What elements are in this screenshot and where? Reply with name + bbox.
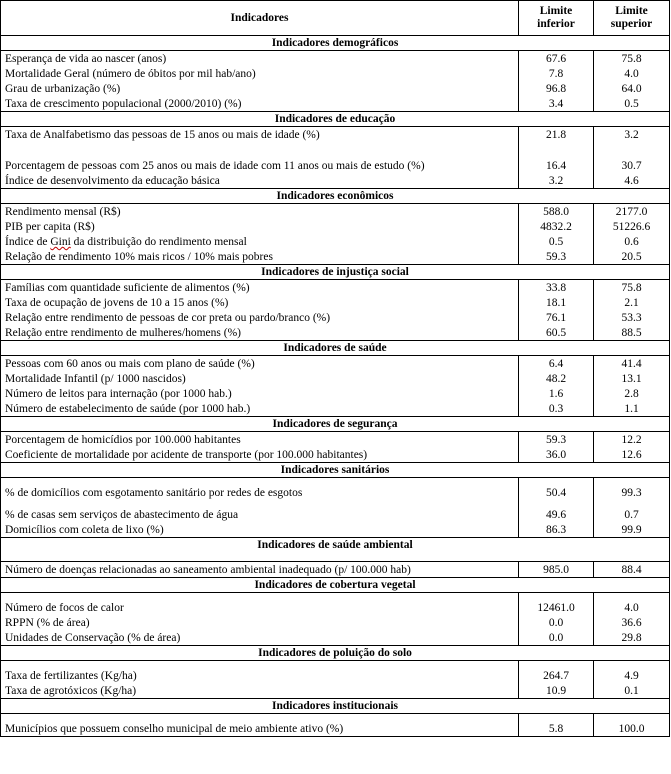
row-upper: 99.9 bbox=[594, 522, 670, 538]
table-row bbox=[1, 432, 670, 448]
table-row bbox=[1, 204, 670, 220]
row-lower: 49.6 bbox=[519, 500, 594, 522]
row-label: Mortalidade Infantil (p/ 1000 nascidos) bbox=[1, 371, 519, 386]
row-lower: 4832.2 bbox=[519, 219, 594, 234]
row-upper: 53.3 bbox=[594, 310, 670, 325]
section-header bbox=[1, 189, 670, 204]
section-header bbox=[1, 463, 670, 478]
row-label: Esperança de vida ao nascer (anos) bbox=[1, 51, 519, 67]
row-label-post: da distribuição do rendimento mensal bbox=[70, 236, 247, 248]
row-label: Domicílios com coleta de lixo (%) bbox=[1, 522, 519, 538]
row-label: Famílias com quantidade suficiente de alimentos (%) bbox=[1, 280, 519, 296]
table-header-row bbox=[1, 1, 670, 36]
row-lower: 76.1 bbox=[519, 310, 594, 325]
row-lower: 21.8 bbox=[519, 127, 594, 152]
section-title: Indicadores de cobertura vegetal bbox=[1, 578, 670, 593]
row-lower: 264.7 bbox=[519, 661, 594, 684]
row-label: % de domicílios com esgotamento sanitário por redes de esgotos bbox=[1, 478, 519, 501]
section-header bbox=[1, 417, 670, 432]
table-row bbox=[1, 615, 670, 630]
row-lower: 50.4 bbox=[519, 478, 594, 501]
table-row bbox=[1, 151, 670, 173]
section-header bbox=[1, 646, 670, 661]
row-upper: 4.6 bbox=[594, 173, 670, 189]
table-row bbox=[1, 683, 670, 699]
row-lower: 1.6 bbox=[519, 386, 594, 401]
row-lower: 10.9 bbox=[519, 683, 594, 699]
row-label: Relação de rendimento 10% mais ricos / 10% mais pobres bbox=[1, 249, 519, 265]
row-upper: 0.5 bbox=[594, 96, 670, 112]
row-upper: 12.2 bbox=[594, 432, 670, 448]
row-label: RPPN (% de área) bbox=[1, 615, 519, 630]
row-lower: 0.0 bbox=[519, 615, 594, 630]
table-row bbox=[1, 562, 670, 578]
row-lower: 7.8 bbox=[519, 66, 594, 81]
row-upper: 13.1 bbox=[594, 371, 670, 386]
section-header bbox=[1, 36, 670, 51]
table-row bbox=[1, 522, 670, 538]
table-row bbox=[1, 51, 670, 67]
row-lower: 16.4 bbox=[519, 151, 594, 173]
section-title: Indicadores de saúde ambiental bbox=[1, 538, 670, 562]
row-upper: 0.1 bbox=[594, 683, 670, 699]
row-upper: 2.1 bbox=[594, 295, 670, 310]
table-row bbox=[1, 295, 670, 310]
section-header bbox=[1, 341, 670, 356]
row-lower: 60.5 bbox=[519, 325, 594, 341]
row-label-pre: Índice de bbox=[5, 236, 51, 248]
row-lower: 18.1 bbox=[519, 295, 594, 310]
section-title: Indicadores de saúde bbox=[1, 341, 670, 356]
row-lower: 588.0 bbox=[519, 204, 594, 220]
table-row bbox=[1, 81, 670, 96]
row-label: Porcentagem de homicídios por 100.000 habitantes bbox=[1, 432, 519, 448]
row-label: PIB per capita (R$) bbox=[1, 219, 519, 234]
row-lower: 0.3 bbox=[519, 401, 594, 417]
row-lower: 59.3 bbox=[519, 249, 594, 265]
row-label: Relação entre rendimento de mulheres/homens (%) bbox=[1, 325, 519, 341]
row-label: Grau de urbanização (%) bbox=[1, 81, 519, 96]
section-title: Indicadores sanitários bbox=[1, 463, 670, 478]
row-upper: 4.0 bbox=[594, 66, 670, 81]
row-lower: 67.6 bbox=[519, 51, 594, 67]
table-row bbox=[1, 310, 670, 325]
table-row bbox=[1, 386, 670, 401]
row-upper: 20.5 bbox=[594, 249, 670, 265]
table-row bbox=[1, 249, 670, 265]
table-row bbox=[1, 500, 670, 522]
row-upper: 75.8 bbox=[594, 51, 670, 67]
table-row bbox=[1, 661, 670, 684]
row-label: Porcentagem de pessoas com 25 anos ou mais de idade com 11 anos ou mais de estudo (%) bbox=[1, 151, 519, 173]
row-label-gini: Gini bbox=[50, 236, 71, 248]
row-label: Rendimento mensal (R$) bbox=[1, 204, 519, 220]
row-label: Índice de desenvolvimento da educação básica bbox=[1, 173, 519, 189]
row-label: Taxa de ocupação de jovens de 10 a 15 anos (%) bbox=[1, 295, 519, 310]
row-upper: 75.8 bbox=[594, 280, 670, 296]
table-row bbox=[1, 630, 670, 646]
section-title: Indicadores institucionais bbox=[1, 699, 670, 714]
row-lower: 3.2 bbox=[519, 173, 594, 189]
row-label: Pessoas com 60 anos ou mais com plano de saúde (%) bbox=[1, 356, 519, 372]
section-header bbox=[1, 699, 670, 714]
row-label bbox=[1, 234, 519, 249]
row-upper: 88.4 bbox=[594, 562, 670, 578]
row-label: Relação entre rendimento de pessoas de cor preta ou pardo/branco (%) bbox=[1, 310, 519, 325]
table-row bbox=[1, 234, 670, 249]
header-upper-limit: Limite superior bbox=[594, 1, 670, 36]
table-row bbox=[1, 401, 670, 417]
table-row bbox=[1, 325, 670, 341]
row-lower: 12461.0 bbox=[519, 593, 594, 616]
header-lower-limit: Limite inferior bbox=[519, 1, 594, 36]
row-label: Número de doenças relacionadas ao saneamento ambiental inadequado (p/ 100.000 hab) bbox=[1, 562, 519, 578]
section-header bbox=[1, 112, 670, 127]
table-row bbox=[1, 66, 670, 81]
row-upper: 2177.0 bbox=[594, 204, 670, 220]
row-label: Taxa de crescimento populacional (2000/2010) (%) bbox=[1, 96, 519, 112]
row-upper: 1.1 bbox=[594, 401, 670, 417]
row-label: Taxa de Analfabetismo das pessoas de 15 anos ou mais de idade (%) bbox=[1, 127, 519, 152]
row-upper: 88.5 bbox=[594, 325, 670, 341]
table-row bbox=[1, 371, 670, 386]
row-upper: 3.2 bbox=[594, 127, 670, 152]
section-title: Indicadores de segurança bbox=[1, 417, 670, 432]
table-row bbox=[1, 280, 670, 296]
row-label: Número de leitos para internação (por 1000 hab.) bbox=[1, 386, 519, 401]
section-header bbox=[1, 578, 670, 593]
row-upper: 2.8 bbox=[594, 386, 670, 401]
row-label: Unidades de Conservação (% de área) bbox=[1, 630, 519, 646]
row-upper: 0.7 bbox=[594, 500, 670, 522]
row-label: Número de focos de calor bbox=[1, 593, 519, 616]
row-upper: 41.4 bbox=[594, 356, 670, 372]
row-label: Número de estabelecimento de saúde (por 1000 hab.) bbox=[1, 401, 519, 417]
row-label: Taxa de agrotóxicos (Kg/ha) bbox=[1, 683, 519, 699]
row-upper: 36.6 bbox=[594, 615, 670, 630]
section-header bbox=[1, 265, 670, 280]
row-lower: 96.8 bbox=[519, 81, 594, 96]
row-label: Taxa de fertilizantes (Kg/ha) bbox=[1, 661, 519, 684]
table-row bbox=[1, 219, 670, 234]
row-upper: 29.8 bbox=[594, 630, 670, 646]
row-upper: 12.6 bbox=[594, 447, 670, 463]
row-lower: 985.0 bbox=[519, 562, 594, 578]
row-upper: 100.0 bbox=[594, 714, 670, 737]
table-row bbox=[1, 96, 670, 112]
table-row bbox=[1, 127, 670, 152]
row-lower: 33.8 bbox=[519, 280, 594, 296]
section-title: Indicadores de injustiça social bbox=[1, 265, 670, 280]
section-title: Indicadores demográficos bbox=[1, 36, 670, 51]
row-lower: 0.0 bbox=[519, 630, 594, 646]
row-label: Mortalidade Geral (número de óbitos por mil hab/ano) bbox=[1, 66, 519, 81]
header-indicators: Indicadores bbox=[1, 1, 519, 36]
section-title: Indicadores de poluição do solo bbox=[1, 646, 670, 661]
table-row bbox=[1, 173, 670, 189]
row-upper: 4.9 bbox=[594, 661, 670, 684]
row-upper: 30.7 bbox=[594, 151, 670, 173]
row-lower: 6.4 bbox=[519, 356, 594, 372]
table-row bbox=[1, 593, 670, 616]
row-lower: 5.8 bbox=[519, 714, 594, 737]
row-upper: 0.6 bbox=[594, 234, 670, 249]
row-label: Coeficiente de mortalidade por acidente de transporte (por 100.000 habitantes) bbox=[1, 447, 519, 463]
row-upper: 99.3 bbox=[594, 478, 670, 501]
row-lower: 3.4 bbox=[519, 96, 594, 112]
row-lower: 86.3 bbox=[519, 522, 594, 538]
row-lower: 36.0 bbox=[519, 447, 594, 463]
row-lower: 0.5 bbox=[519, 234, 594, 249]
section-title: Indicadores econômicos bbox=[1, 189, 670, 204]
row-upper: 51226.6 bbox=[594, 219, 670, 234]
table-row bbox=[1, 478, 670, 501]
section-title: Indicadores de educação bbox=[1, 112, 670, 127]
row-upper: 4.0 bbox=[594, 593, 670, 616]
row-upper: 64.0 bbox=[594, 81, 670, 96]
section-header bbox=[1, 538, 670, 562]
row-lower: 59.3 bbox=[519, 432, 594, 448]
row-label: % de casas sem serviços de abastecimento de água bbox=[1, 500, 519, 522]
table-row bbox=[1, 356, 670, 372]
table-row bbox=[1, 447, 670, 463]
row-lower: 48.2 bbox=[519, 371, 594, 386]
row-label: Municípios que possuem conselho municipal de meio ambiente ativo (%) bbox=[1, 714, 519, 737]
table-row bbox=[1, 714, 670, 737]
